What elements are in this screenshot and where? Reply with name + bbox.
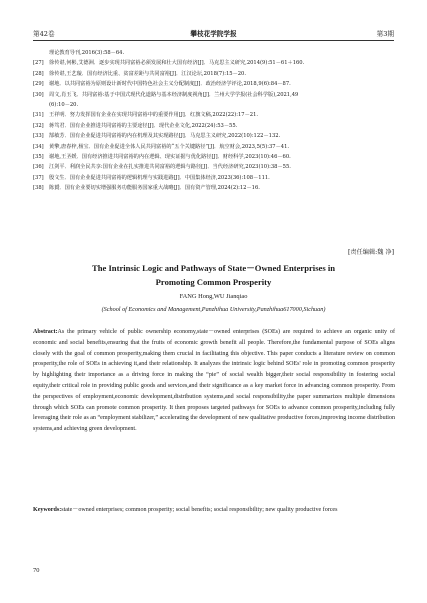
reference-item <box>33 183 395 193</box>
keywords-label: Keywords: <box>33 507 62 513</box>
english-title-line-2: Promoting Common Prosperity <box>155 277 272 287</box>
keywords-text: state－owned enterprises; common prosperity; social benefits; social responsibility; new quality productive forces <box>61 507 338 513</box>
reference-number: [38] <box>33 185 44 192</box>
reference-item <box>33 121 395 131</box>
reference-list <box>33 48 395 194</box>
reference-number: [36] <box>33 164 44 171</box>
reference-number: [31] <box>33 112 44 119</box>
reference-item <box>33 162 395 172</box>
author-affiliation: (School of Economics and Management,Panzhihua University,Panzhihua617000,Sichuan) <box>101 306 326 313</box>
abstract-text: As the primary vehicle of public ownership economy,state－owned enterprises (SOEs) are required to achieve an organic unity of economic and social benefits,ensuring that the fruits of economic growth benefit all people. Therefore,the fundamental purpose of SOEs aligns closely with the goal of common prosperity,making them crucial in facilitating this objective. This paper conducts a literature review on common prosperity,the role of SOEs in achieving it,and their relationship. It analyzes the intrinsic logic behind SOEs' role in promoting common prosperity by highlighting their importance as a driving force in making the “pie” of social wealth bigger,their social responsibility in fostering social equity,their critical role in providing public goods and services,and their significance as a key market force in advancing common prosperity. From the perspectives of employment,economic development,distribution systems,and social responsibility,the paper summarizes multiple dimensions through which SOEs can promote common prosperity. It then proposes targeted pathways for SOEs to advance common prosperity,including fully leveraging their role as an “employment stabilizer,” accelerating the development of new qualitative productive forces,improving income distribution systems,and achieving green development. <box>33 329 395 433</box>
reference-number: [27] <box>33 60 44 67</box>
reference-text: 徐传谌,王艺璇．国有经济比重、贫富差距与共同富裕[J]．江汉论坛,2018(7):15－20. <box>49 70 247 77</box>
english-keywords <box>33 505 395 516</box>
reference-item <box>33 58 395 68</box>
reference-text: 周文,肖玉飞．共同富裕:基于中国式现代化道路与基本经济制度视角[J]．兰州大学学报(社会科学版),2021,49 <box>49 91 299 98</box>
reference-number: [32] <box>33 122 44 129</box>
reference-item <box>33 69 395 79</box>
issue-label: 第3期 <box>376 30 394 38</box>
volume-label: 第42卷 <box>33 30 55 38</box>
editor-note: [责任编辑:魏 净] <box>347 249 394 256</box>
reference-text: 王祥明．努力发挥国有企业在实现共同富裕中的重要作用[J]．红旗文稿,2022(22):17－21. <box>49 112 259 119</box>
reference-number: [30] <box>33 91 44 98</box>
reference-item <box>33 173 395 183</box>
english-title-line-1: The Intrinsic Logic and Pathways of State－Owned Enterprises in <box>91 263 336 273</box>
author-names: FANG Hong,WU Jianqiao <box>179 293 248 300</box>
reference-text: 江剑平．利润全民共享:国有企业在扎实推进共同富裕的逻辑与路径[J]．当代经济研究,2023(10):38－55. <box>49 164 291 171</box>
reference-item <box>33 152 395 162</box>
journal-name: 攀枝花学院学报 <box>190 30 237 38</box>
english-abstract <box>33 327 395 435</box>
reference-text: 理论教育导刊,2016(3):58－64. <box>49 50 125 56</box>
reference-number: [29] <box>33 81 44 88</box>
reference-text: 陈贇．国有企业要切实增强服务功能服务国家重大战略[J]．国有资产管理,2024(2):12－16. <box>49 185 260 192</box>
reference-number: [34] <box>33 143 44 150</box>
reference-text: 谢地．以共同富裕为原则设计新时代中国特色社会主义分配制度[J]．政治经济学评论,2018,9(6):84－87. <box>49 81 291 88</box>
reference-text: (6):10－20. <box>49 102 79 109</box>
reference-item <box>33 142 395 152</box>
reference-item <box>33 131 395 141</box>
page-number: 70 <box>33 567 40 574</box>
reference-item <box>33 100 395 110</box>
reference-text: 蒋笃君．国有企业推进共同富裕的主要途径[J]．现代企业文化,2022(24):53－55. <box>49 122 238 129</box>
reference-text: 黄擎,唐春梓,杨宝．国有企业促进全体人民共同富裕的“五个关键路径”[J]．航空财会,2023,5(5):37－41. <box>49 143 290 150</box>
reference-text: 谢地,王圣媛．国有经济推进共同富裕的内在逻辑、现实证据与优化路径[J]．财经科学,2023(10):46－60. <box>49 154 291 161</box>
reference-text: 郜敏芳．国有企业促进共同富裕的内在机理及其实现路径[J]．马克思主义研究,2022(10):122－132. <box>49 133 281 140</box>
reference-item <box>33 79 395 89</box>
reference-item <box>33 90 395 100</box>
reference-text: 殷文生．国有企业促进共同富裕的逻辑机理与实践进路[J]．中国集体经济,2023(36):108－111. <box>49 174 270 181</box>
reference-item <box>33 48 395 58</box>
reference-number: [35] <box>33 154 44 161</box>
reference-item <box>33 110 395 120</box>
running-header <box>33 28 394 41</box>
reference-number: [33] <box>33 133 44 140</box>
reference-number: [37] <box>33 174 44 181</box>
reference-text: 徐传谌,何彬,艾德洲．逐步实现共同富裕必须发展和壮大国有经济[J]．马克思主义研究,2014(9):51－61＋160. <box>49 60 305 67</box>
abstract-label: Abstract: <box>33 329 58 335</box>
reference-number: [28] <box>33 70 44 77</box>
